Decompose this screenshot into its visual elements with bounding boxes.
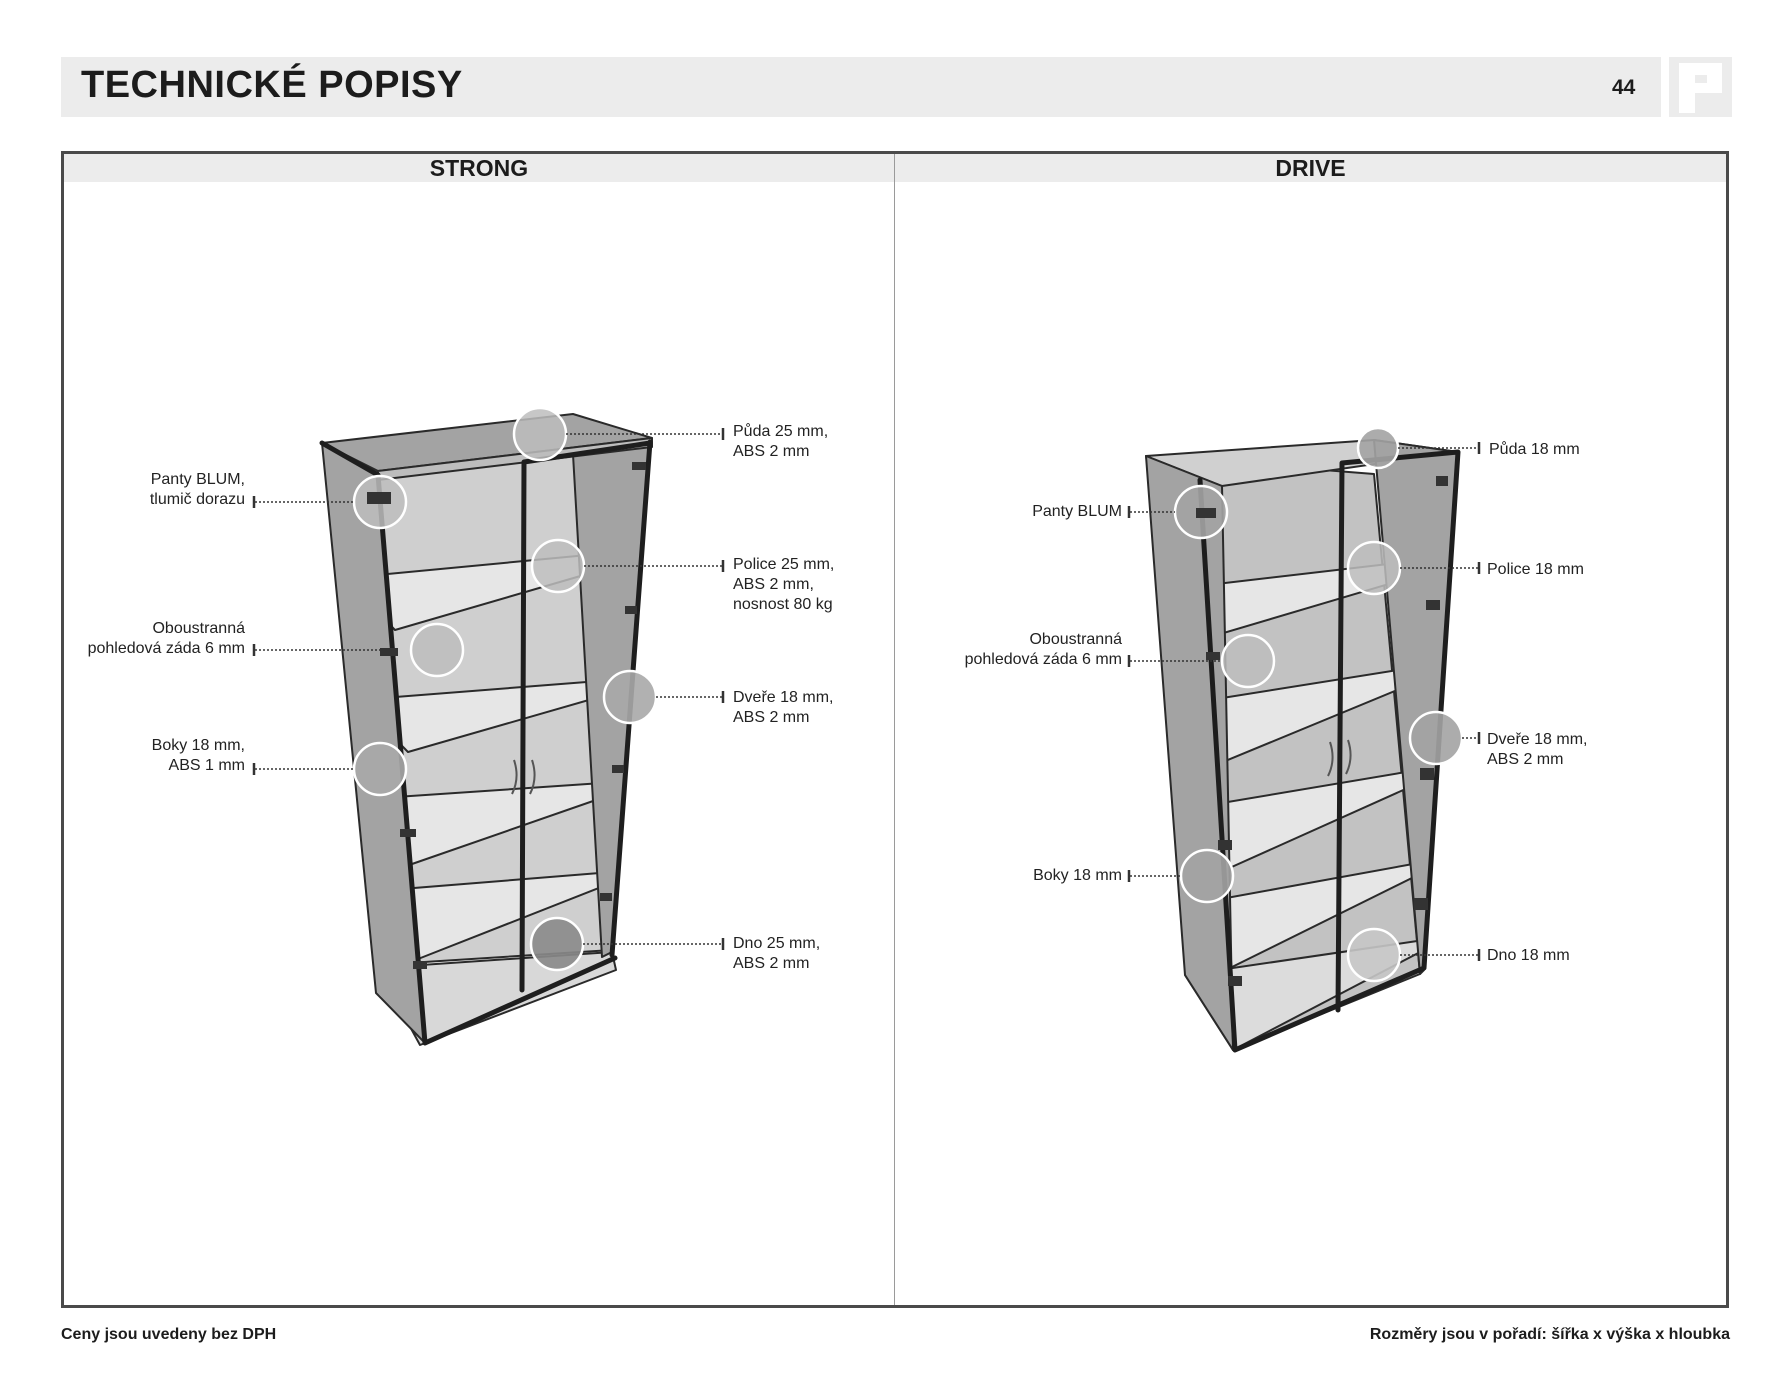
strong-label-boky: Boky 18 mm, ABS 1 mm	[151, 737, 245, 774]
drive-label-boky: Boky 18 mm	[1033, 867, 1122, 884]
column-title-drive: DRIVE	[1275, 155, 1346, 181]
strong-label-dvere: Dveře 18 mm, ABS 2 mm	[733, 689, 834, 726]
strong-label-zada: Oboustranná pohledová záda 6 mm	[87, 620, 245, 657]
column-title-strong: STRONG	[429, 155, 529, 181]
drive-label-zada: Oboustranná pohledová záda 6 mm	[964, 631, 1122, 668]
drive-label-dno: Dno 18 mm	[1487, 947, 1570, 964]
drive-label-police: Police 18 mm	[1487, 561, 1584, 578]
strong-label-dno: Dno 25 mm, ABS 2 mm	[733, 935, 821, 972]
strong-label-panty: Panty BLUM, tlumič dorazu	[149, 471, 245, 508]
drive-label-panty: Panty BLUM	[1032, 503, 1122, 520]
page-number: 44	[1612, 76, 1636, 99]
drive-label-puda: Půda 18 mm	[1489, 441, 1580, 458]
strong-label-police: Police 25 mm, ABS 2 mm, nosnost 80 kg	[733, 556, 835, 613]
strong-label-puda: Půda 25 mm, ABS 2 mm	[733, 423, 829, 460]
footer-price-note: Ceny jsou uvedeny bez DPH	[61, 1326, 277, 1343]
drive-label-dvere: Dveře 18 mm, ABS 2 mm	[1487, 731, 1588, 768]
footer-dimensions-note: Rozměry jsou v pořadí: šířka x výška x hloubka	[1369, 1326, 1730, 1343]
page-title: TECHNICKÉ POPISY	[81, 64, 463, 106]
